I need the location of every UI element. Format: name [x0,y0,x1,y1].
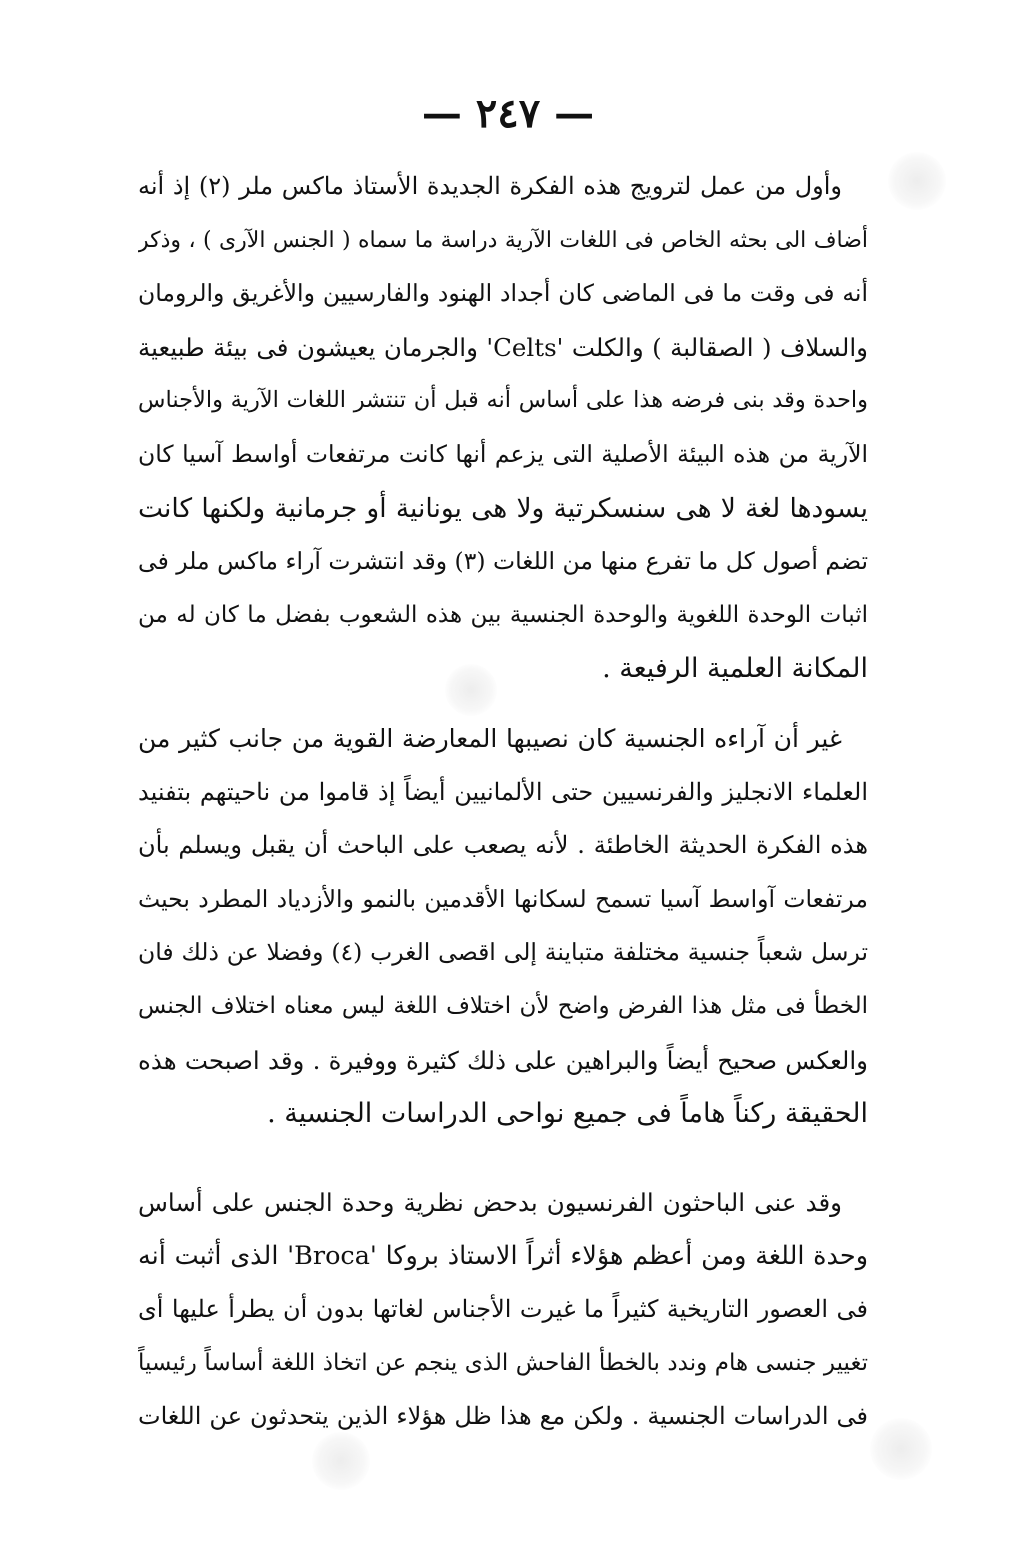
text-line: فى الدراسات الجنسية . ولكن مع هذا ظل هؤلاء الذين يتحدثون عن اللغات [138,1402,868,1431]
text-line: تغيير جنسى هام وندد بالخطأ الفاحش الذى ينجم عن اتخاذ اللغة أساساً رئيسياً [138,1349,868,1376]
paragraph-3 [138,1176,868,1444]
text-line: غير أن آراءه الجنسية كان نصيبها المعارضة القوية من جانب كثير من [138,724,842,753]
text-line: المكانة العلمية الرفيعة . [602,653,868,685]
text-line: والسلاف ( الصقالبة ) والكلت 'Celts' والجرمان يعيشون فى بيئة طبيعية [138,332,868,362]
text-line: تضم أصول كل ما تفرع منها من اللغات (٣) وقد انتشرت آراء ماكس ملر فى [138,547,868,576]
page-number: — ٢٤٧ — [421,90,595,137]
text-line: وقد عنى الباحثون الفرنسيون بدحض نظرية وحدة الجنس على أساس [138,1188,842,1217]
scan-blot [870,1418,932,1480]
paragraph-1 [138,160,868,696]
text-line: أضاف الى بحثه الخاص فى اللغات الآرية دراسة ما سماه ( الجنس الآرى ) ، وذكر [138,227,868,253]
text-line: ترسل شعباً جنسية مختلفة متباينة إلى اقصى الغرب (٤) وفضلا عن ذلك فان [138,938,868,967]
text-line: وأول من عمل لترويج هذه الفكرة الجديدة الأستاذ ماكس ملر (٢) إذ أنه [138,172,842,200]
text-line: اثبات الوحدة اللغوية والوحدة الجنسية بين هذه الشعوب بفضل ما كان له من [138,601,868,628]
text-line: الحقيقة ركناً هاماً فى جميع نواحى الدراسات الجنسية . [267,1098,868,1130]
text-line: العلماء الانجليز والفرنسيين حتى الألمانيين أيضاً إذ قاموا من ناحيتهم بتفنيد [138,777,868,806]
scan-blot [888,152,946,210]
text-line: الآرية من هذه البيئة الأصلية التى يزعم أنها كانت مرتفعات أواسط آسيا كان [138,439,868,468]
text-line: واحدة وقد بنى فرضه هذا على أساس أنه قبل أن تنتشر اللغات الآرية والأجناس [138,387,868,414]
text-line: يسودها لغة لا هى سنسكرتية ولا هى يونانية أو جرمانية ولكنها كانت [138,492,868,524]
text-line: أنه فى وقت ما فى الماضى كان أجداد الهنود والفارسيين والأغريق والرومان [138,279,868,308]
text-line: هذه الفكرة الحديثة الخاطئة . لأنه يصعب على الباحث أن يقبل ويسلم بأن [138,831,868,860]
text-line: فى العصور التاريخية كثيراً ما غيرت الأجناس لغاتها بدون أن يطرأ عليها أى [138,1295,868,1324]
text-line: والعكس صحيح أيضاً والبراهين على ذلك كثيرة ووفيرة . وقد اصبحت هذه [138,1045,868,1075]
text-line: الخطأ فى مثل هذا الفرض واضح لأن اختلاف اللغة ليس معناه اختلاف الجنس [138,992,868,1019]
paragraph-2 [138,712,868,1141]
text-line: وحدة اللغة ومن أعظم هؤلاء أثراً الاستاذ بروكا 'Broca' الذى أثبت أنه [138,1240,868,1271]
text-line: مرتفعات آواسط آسيا تسمح لسكانها الأقدمين بالنمو والأزدياد المطرد بحيث [138,884,868,913]
